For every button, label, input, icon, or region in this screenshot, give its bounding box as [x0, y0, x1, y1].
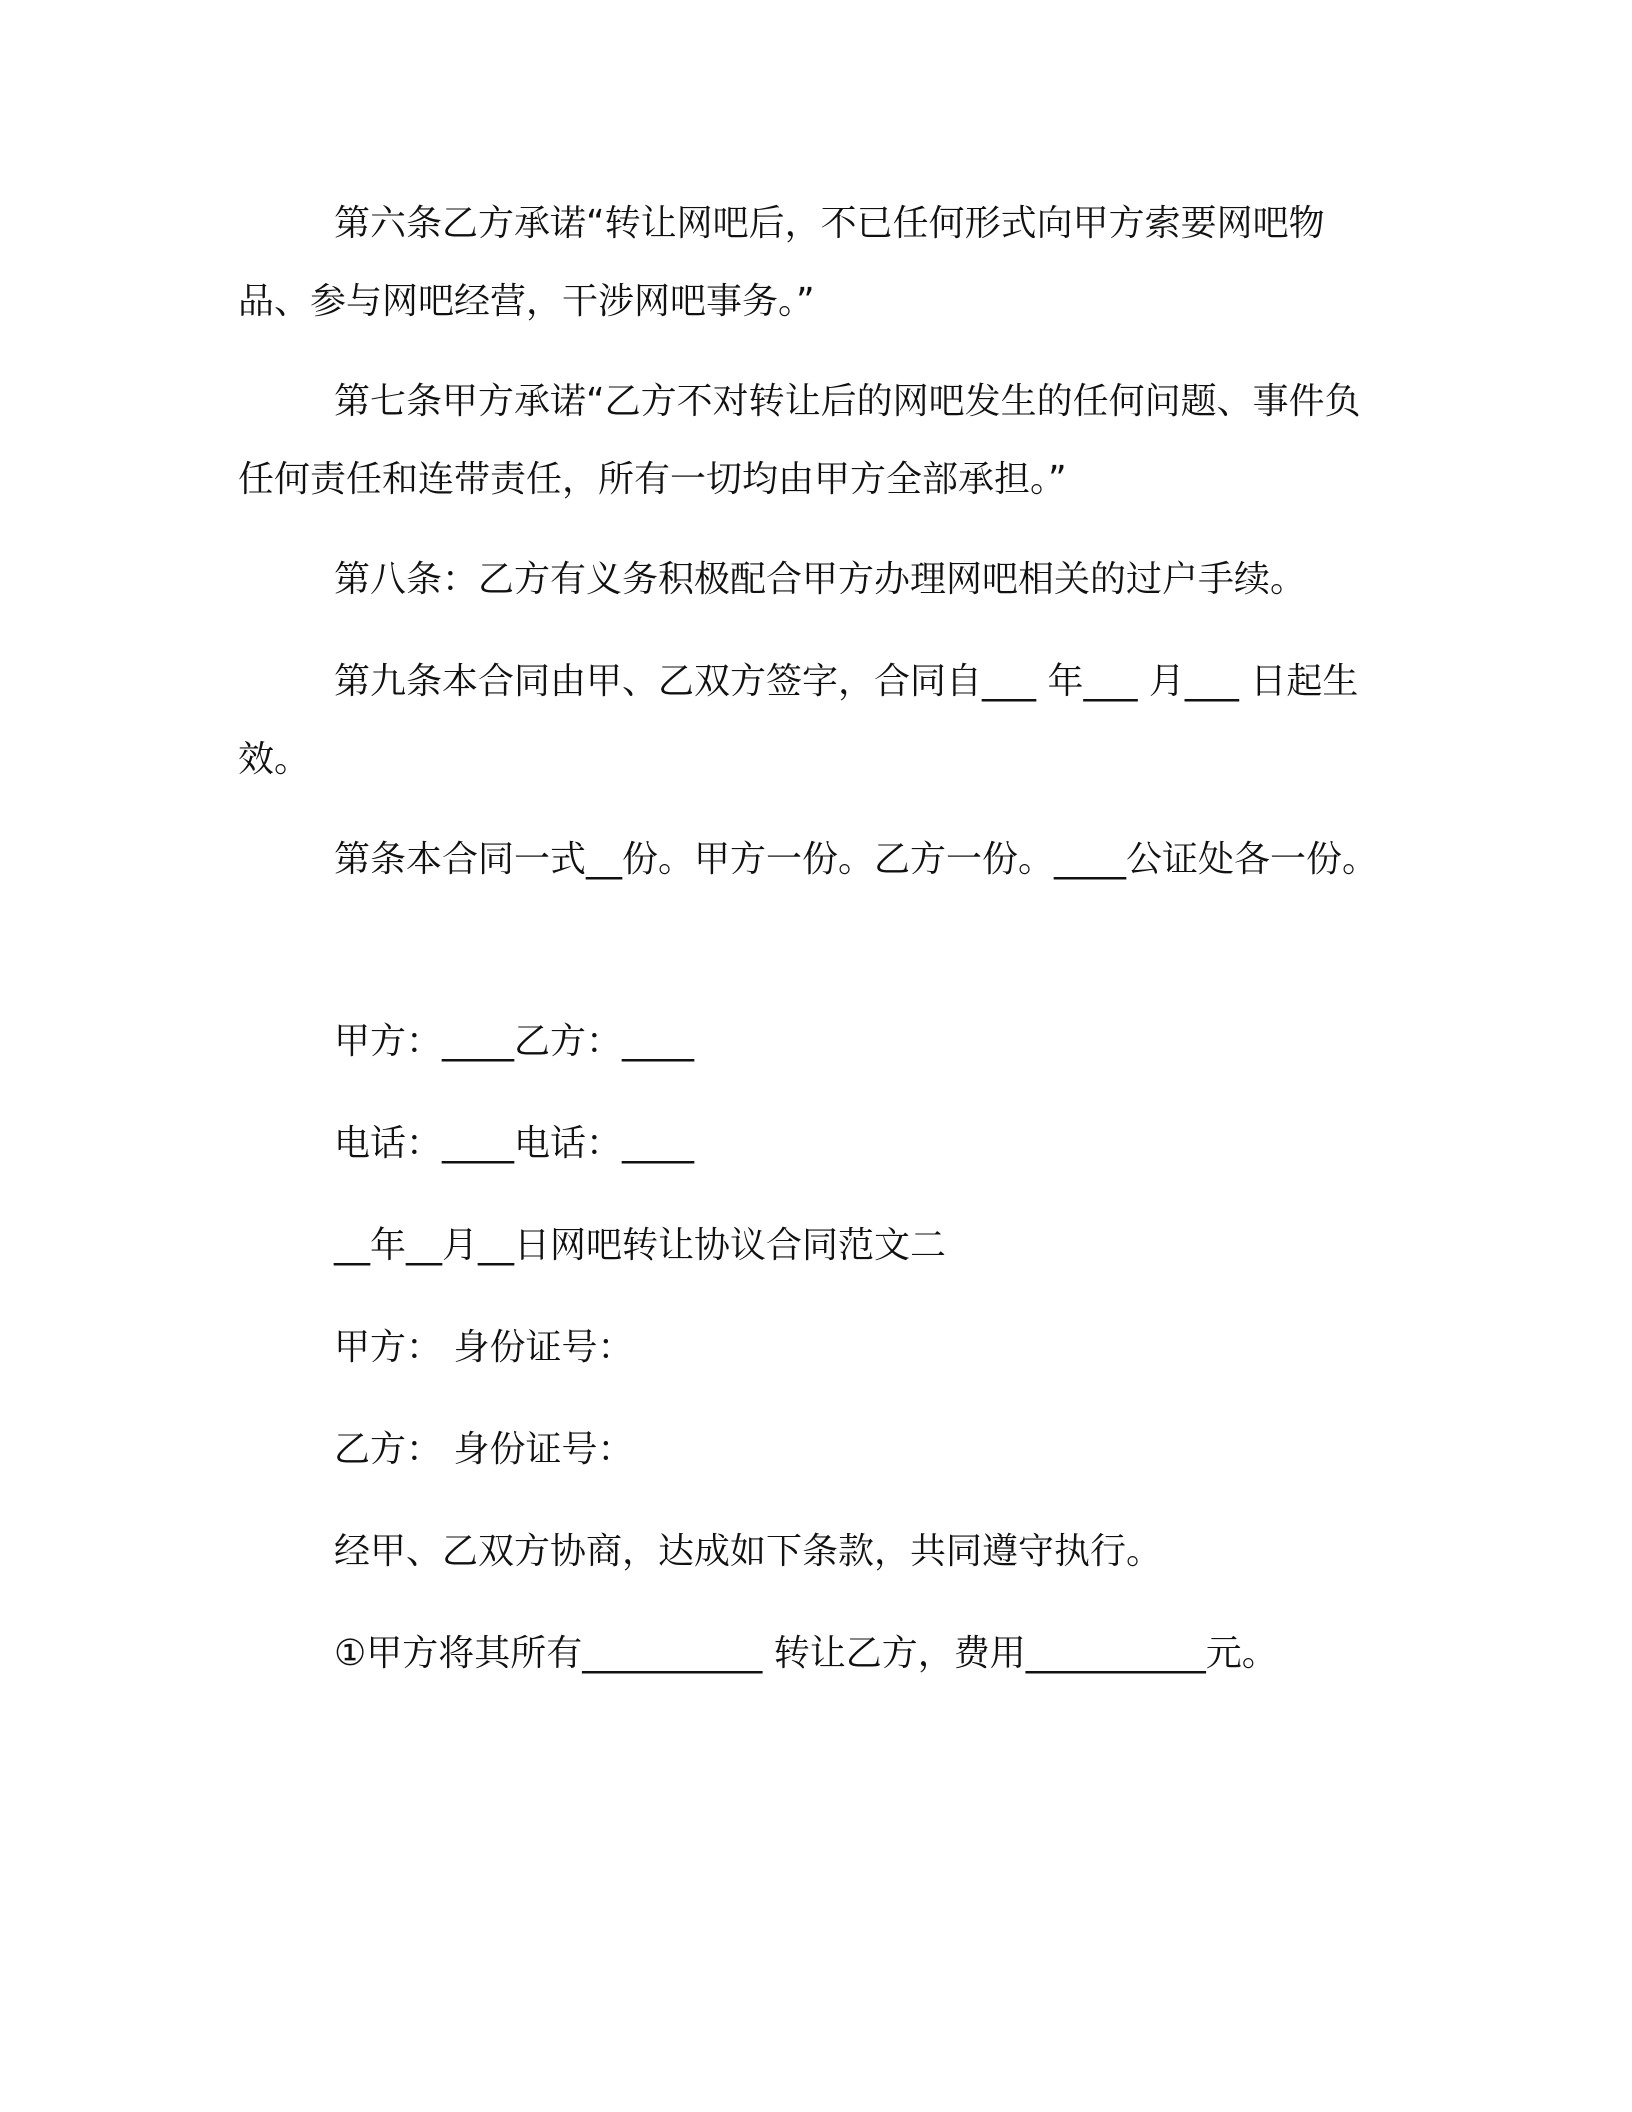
- party-signature-line: 甲方：____乙方：____: [334, 1021, 695, 1062]
- party-a-id-line: 甲方： 身份证号：: [334, 1327, 634, 1368]
- clause-1-line: ①甲方将其所有__________ 转让乙方，费用__________元。: [334, 1633, 1278, 1674]
- article-8-paragraph: 第八条：乙方有义务积极配合甲方办理网吧相关的过户手续。: [334, 559, 1307, 600]
- phone-line: 电话：____电话：____: [334, 1123, 695, 1164]
- article-6-paragraph: 第六条乙方承诺“转让网吧后，不已任何形式向甲方索要网吧物品、参与网吧经营，干涉网吧事务。”: [238, 203, 1325, 322]
- party-b-id-line: 乙方： 身份证号：: [334, 1429, 634, 1470]
- article-10-paragraph: 第条本合同一式__份。甲方一份。乙方一份。____公证处各一份。: [334, 839, 1379, 880]
- article-9-paragraph: 第九条本合同由甲、乙双方签字，合同自___ 年___ 月___ 日起生效。: [238, 661, 1359, 780]
- article-7-paragraph: 第七条甲方承诺“乙方不对转让后的网吧发生的任何问题、事件负任何责任和连带责任，所有一切均由甲方全部承担。”: [238, 381, 1361, 500]
- date-title-line: __年__月__日网吧转让协议合同范文二: [334, 1225, 947, 1266]
- agreement-intro-line: 经甲、乙双方协商，达成如下条款，共同遵守执行。: [334, 1531, 1163, 1572]
